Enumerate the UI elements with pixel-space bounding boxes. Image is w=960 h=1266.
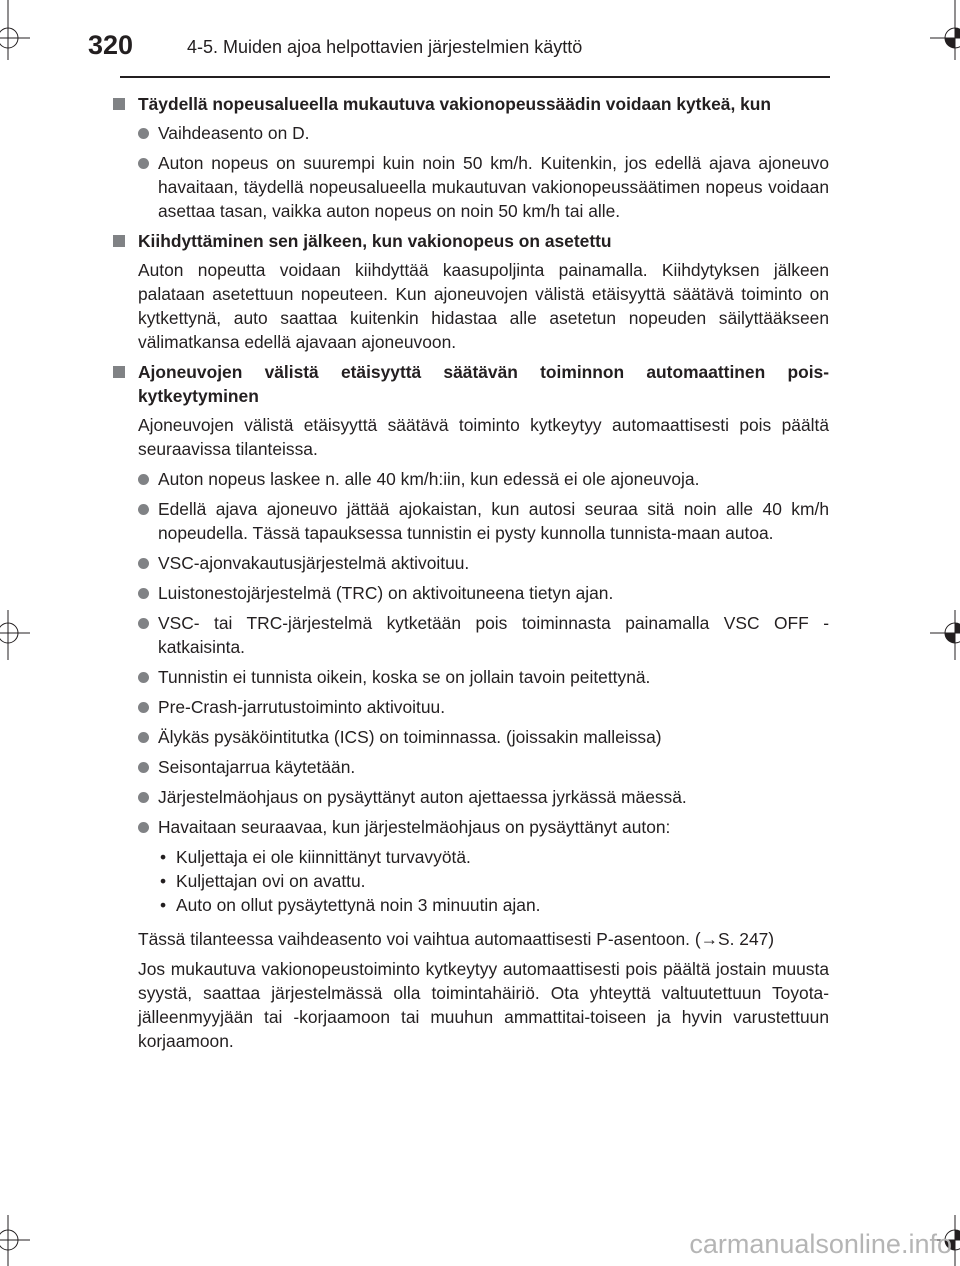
page-content xyxy=(113,92,829,1059)
circle-bullet-icon xyxy=(138,128,149,139)
body-paragraph: Ajoneuvojen välistä etäisyyttä säätävä toiminto kytkeytyy automaattisesti pois päältä seuraavissa tilanteissa. xyxy=(138,415,829,459)
sub-list-item: • Auto on ollut pysäytettynä noin 3 minuutin ajan. xyxy=(158,893,829,917)
square-bullet-icon xyxy=(113,235,125,247)
circle-bullet-icon xyxy=(138,588,149,599)
circle-bullet-icon xyxy=(138,474,149,485)
section-heading: Kiihdyttäminen sen jälkeen, kun vakionopeus on asetettu xyxy=(113,229,829,253)
circle-bullet-icon xyxy=(138,618,149,629)
circle-bullet-icon xyxy=(138,822,149,833)
list-item: Järjestelmäohjaus on pysäyttänyt auton ajettaessa jyrkässä mäessä. xyxy=(138,785,829,809)
sub-list xyxy=(158,845,829,917)
body-paragraph: Tässä tilanteessa vaihdeasento voi vaihtua automaattisesti P-asentoon. (→S. 247) xyxy=(138,929,775,949)
list-item: Havaitaan seuraavaa, kun järjestelmäohjaus on pysäyttänyt auton: xyxy=(138,815,829,839)
list-item: Edellä ajava ajoneuvo jättää ajokaistan, kun autosi seuraa sitä noin alle 40 km/h nopeudella. Tässä tapauksessa tunnistin ei pysty kunnolla tunnista-maan autoa. xyxy=(138,497,829,545)
list-item: Auton nopeus on suurempi kuin noin 50 km/h. Kuitenkin, jos edellä ajava ajoneuvo havaitaan, täydellä nopeusalueella mukautuvan vakionopeussäätimen nopeus voidaan asettaa tasan, vaikka auton nopeus on noin 50 km/h tai alle. xyxy=(138,151,829,223)
circle-bullet-icon xyxy=(138,702,149,713)
list-item: Vaihdeasento on D. xyxy=(138,121,829,145)
list-item: VSC- tai TRC-järjestelmä kytketään pois toiminnasta painamalla VSC OFF -katkaisinta. xyxy=(138,611,829,659)
list-item: Seisontajarrua käytetään. xyxy=(138,755,829,779)
circle-bullet-icon xyxy=(138,732,149,743)
list-item: Auton nopeus laskee n. alle 40 km/h:iin, kun edessä ei ole ajoneuvoja. xyxy=(138,467,829,491)
section-heading: Ajoneuvojen välistä etäisyyttä säätävän toiminnon automaattinen pois-kytkeytyminen xyxy=(113,360,829,408)
section-heading: Täydellä nopeusalueella mukautuva vakionopeussäädin voidaan kytkeä, kun xyxy=(113,92,829,116)
page-number: 320 xyxy=(88,30,134,60)
list-item: Luistonestojärjestelmä (TRC) on aktivoituneena tietyn ajan. xyxy=(138,581,829,605)
circle-bullet-icon xyxy=(138,792,149,803)
watermark: carmanualsonline.info xyxy=(689,1229,952,1259)
sub-list-item: • Kuljettaja ei ole kiinnittänyt turvavyötä. xyxy=(158,845,829,869)
section-title: 4-5. Muiden ajoa helpottavien järjestelmien käyttö xyxy=(187,37,583,57)
circle-bullet-icon xyxy=(138,558,149,569)
list-item: VSC-ajonvakautusjärjestelmä aktivoituu. xyxy=(138,551,829,575)
circle-bullet-icon xyxy=(138,762,149,773)
body-paragraph: Auton nopeutta voidaan kiihdyttää kaasupoljinta painamalla. Kiihdytyksen jälkeen palataan asetettuun nopeuteen. Kun ajoneuvojen välistä etäisyyttä säätävä toiminto on kytkettynä, auto saattaa kuitenkin hidastaa alle asetetun nopeuden säilyttääkseen välimatkansa edellä ajavaan ajoneuvoon. xyxy=(138,260,829,352)
list-item: Tunnistin ei tunnista oikein, koska se on jollain tavoin peitettynä. xyxy=(138,665,829,689)
square-bullet-icon xyxy=(113,98,125,110)
circle-bullet-icon xyxy=(138,158,149,169)
square-bullet-icon xyxy=(113,366,125,378)
sub-list-item: • Kuljettajan ovi on avattu. xyxy=(158,869,829,893)
circle-bullet-icon xyxy=(138,672,149,683)
circle-bullet-icon xyxy=(138,504,149,515)
header-divider xyxy=(120,76,830,78)
list-item: Älykäs pysäköintitutka (ICS) on toiminnassa. (joissakin malleissa) xyxy=(138,725,829,749)
body-paragraph: Jos mukautuva vakionopeustoiminto kytkeytyy automaattisesti pois päältä jostain muusta syystä, saattaa järjestelmässä olla toimintahäiriö. Ota yhteyttä valtuutettuun Toyota-jälleenmyyjään tai -korjaamoon tai muuhun ammattitai-toiseen ja hyvin varustettuun korjaamoon. xyxy=(138,959,829,1051)
list-item: Pre-Crash-jarrutustoiminto aktivoituu. xyxy=(138,695,829,719)
